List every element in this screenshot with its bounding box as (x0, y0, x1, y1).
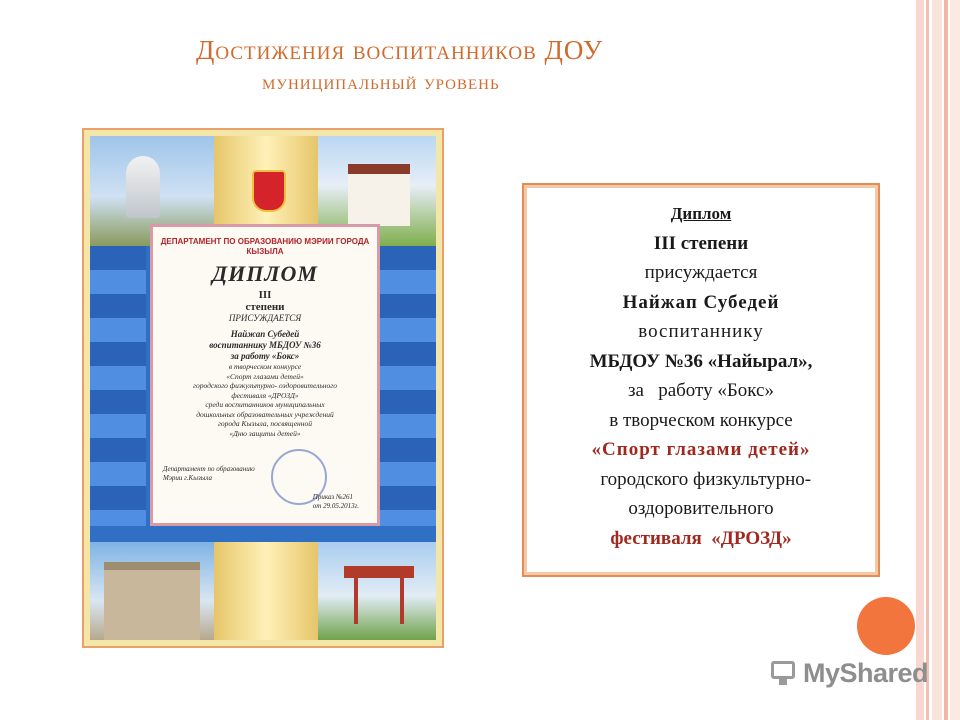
text-line-1: III степени (653, 232, 749, 254)
diploma-body-4: среди воспитанников муниципальных (205, 400, 325, 409)
diploma-body-2: городского физкультурно- оздоровительного (193, 381, 337, 390)
text-line-10: оздоровительного (628, 498, 774, 519)
watermark-logo (769, 654, 928, 692)
accent-circle (857, 597, 915, 655)
diploma-footer-line2: Мэрии г.Кызыла (163, 474, 213, 482)
text-line-8: «Спорт глазами детей» (591, 439, 811, 460)
diploma-photo-inner (90, 136, 436, 640)
photo-pavilion (318, 542, 436, 640)
diploma-degree: III (258, 289, 272, 301)
text-line-3: Найжап Субедей (622, 291, 780, 313)
diploma-pupil: воспитаннику МБДОУ №36 (209, 340, 321, 350)
diploma-body-6: города Кызыла, посвященной (217, 419, 312, 428)
photo-gold-panel (214, 542, 318, 640)
text-line-9: городского физкультурно- (590, 468, 812, 490)
text-line-2: присуждается (644, 262, 758, 283)
diploma-description-box (522, 183, 880, 577)
text-line-7: в творческом конкурсе (609, 409, 793, 431)
title-line-1: Достижения воспитанников ДОУ (196, 35, 604, 65)
diploma-body-7: «Дню защиты детей» (229, 428, 301, 438)
diploma-order-line2: от 29.05.2013г. (312, 502, 359, 510)
text-line-0: Диплом (670, 204, 732, 223)
diploma-body-5: дошкольных образовательных учреждений (196, 409, 334, 419)
decorative-stripes (916, 0, 960, 720)
monitor-icon (769, 659, 799, 687)
diploma-heading: ДИПЛОМ (212, 261, 318, 286)
diploma-body-0: в творческом конкурсе (228, 362, 302, 371)
title-line-2: муниципальный уровень (262, 69, 500, 94)
diploma-order (313, 493, 359, 511)
text-line-6: за работу «Бокс» (628, 380, 774, 401)
ornament-left (90, 246, 146, 526)
photo-building (90, 542, 214, 640)
diploma-department: ДЕПАРТАМЕНТ ПО ОБРАЗОВАНИЮ МЭРИИ ГОРОДА КЫЗЫЛА (160, 237, 370, 256)
diploma-work: за работу «Бокс» (230, 351, 300, 361)
slide-title (196, 34, 756, 98)
ornament-right (380, 246, 436, 526)
diploma-sheet (150, 224, 380, 526)
diploma-order-line1: Приказ №261 (312, 493, 354, 501)
diploma-body-1: «Спорт глазами детей» (226, 371, 304, 381)
text-line-11: фестиваля «ДРОЗД» (610, 527, 792, 549)
diploma-photo (82, 128, 444, 648)
text-line-5: МБДОУ №36 «Найырал», (589, 350, 813, 372)
diploma-awarded: ПРИСУЖДАЕТСЯ (228, 313, 302, 323)
diploma-footer (163, 465, 255, 483)
text-line-4: воспитаннику (638, 321, 764, 342)
watermark-text: MyShared (803, 657, 929, 688)
diploma-degree-word: степени (245, 301, 285, 313)
diploma-name: Найжап Субедей (230, 329, 300, 339)
city-emblem-icon (252, 170, 286, 212)
diploma-footer-line1: Департамент по образованию (163, 465, 255, 473)
diploma-body-3: фестиваля «ДРОЗД» (231, 390, 299, 400)
